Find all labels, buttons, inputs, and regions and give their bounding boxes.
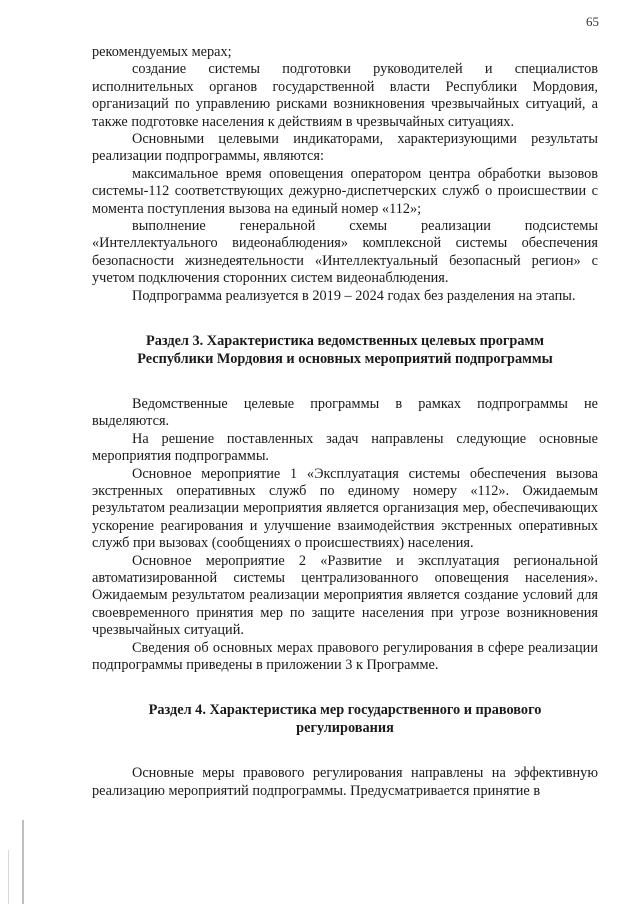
- paragraph: Основные меры правового регулирования направлены на эффективную реализацию мероприятий подпрограммы. Предусматривается принятие в: [92, 765, 598, 799]
- paragraph: Основными целевыми индикаторами, характеризующими результаты реализации подпрограммы, являются:: [92, 131, 598, 165]
- paragraph: Сведения об основных мерах правового регулирования в сфере реализации подпрограммы приведены в приложении 3 к Программе.: [92, 639, 598, 673]
- section-4-heading-line-2: регулирования: [296, 719, 394, 736]
- paragraph: Подпрограмма реализуется в 2019 – 2024 годах без разделения на этапы.: [132, 287, 576, 304]
- section-4-heading-line-1: Раздел 4. Характеристика мер государственного и правового: [148, 702, 542, 719]
- paragraph: выполнение генеральной схемы реализации подсистемы «Интеллектуального видеонаблюдения» комплексной системы обеспечения безопасности жизнедеятельности «Интеллектуальный безопасный регион» с учетом подключения сторонних систем видеонаблюдения.: [92, 218, 598, 287]
- page-number: 65: [586, 14, 599, 29]
- scan-edge-mark: [22, 820, 24, 904]
- paragraph: Основное мероприятие 2 «Развитие и эксплуатация региональной автоматизированной системы централизованного оповещения населения». Ожидаемым результатом реализации мероприятия является создание условий для своевременного принятия мер по защите населения при угрозе возникновения чрезвычайных ситуаций.: [92, 552, 598, 639]
- paragraph: создание системы подготовки руководителей и специалистов исполнительных органов государственной власти Республики Мордовия, организаций по управлению рисками возникновения чрезвычайных ситуаций, а также подготовке населения к действиям в чрезвычайных ситуациях.: [92, 61, 598, 130]
- paragraph: На решение поставленных задач направлены следующие основные мероприятия подпрограммы.: [92, 430, 598, 465]
- paragraph: Ведомственные целевые программы в рамках подпрограммы не выделяются.: [92, 395, 598, 430]
- section-3-heading-line-1: Раздел 3. Характеристика ведомственных целевых программ: [145, 333, 545, 350]
- document-body: [92, 44, 598, 800]
- section-3-heading-line-2: Республики Мордовия и основных мероприятий подпрограммы: [137, 350, 553, 367]
- scan-edge-mark: [8, 850, 9, 904]
- paragraph: рекомендуемых мерах;: [92, 44, 232, 60]
- paragraph: максимальное время оповещения оператором центра обработки вызовов системы-112 соответствующих дежурно-диспетчерских служб о происшествии с момента поступления вызова на единый номер «112»;: [92, 165, 598, 217]
- paragraph: Основное мероприятие 1 «Эксплуатация системы обеспечения вызова экстренных оперативных служб по единому номеру «112». Ожидаемым результатом реализации мероприятия является организация мер, обеспечивающих ускорение реагирования и улучшение взаимодействия экстренных оперативных служб при вызовах (сообщениях о происшествиях) населения.: [92, 465, 598, 552]
